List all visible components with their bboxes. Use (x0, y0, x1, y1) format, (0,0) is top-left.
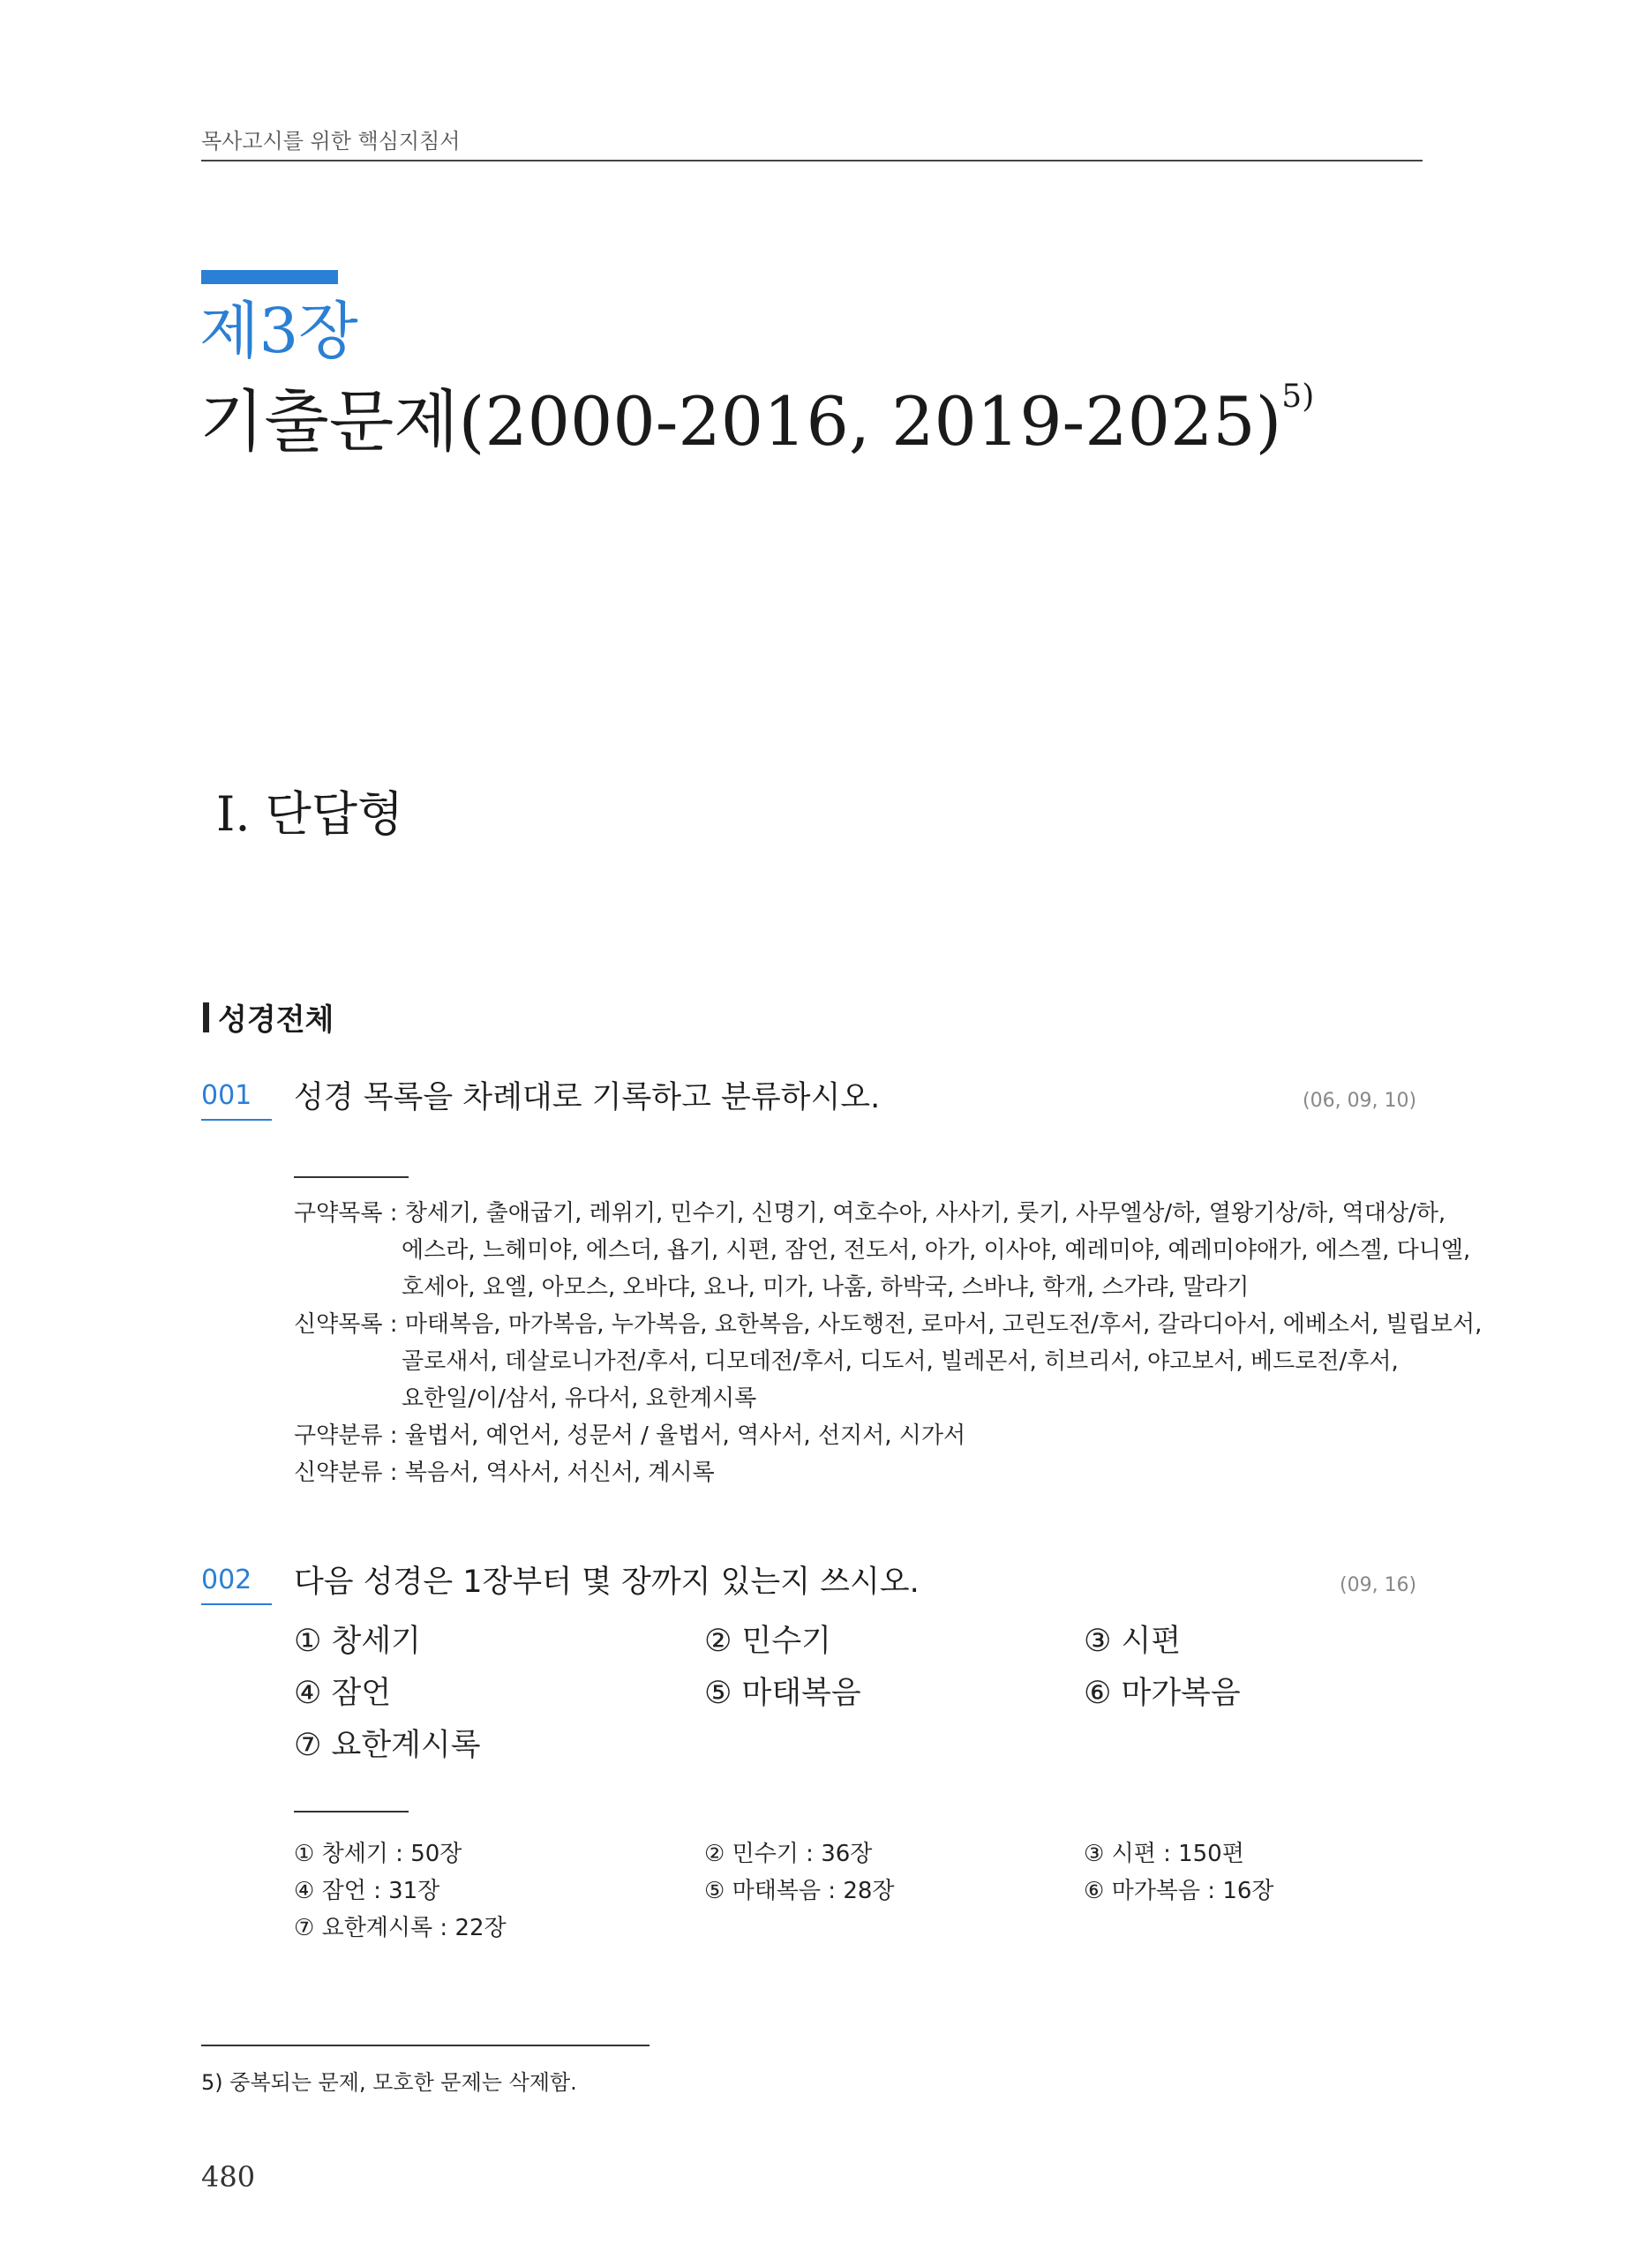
chapter-accent-bar (201, 270, 338, 284)
option-item: ⑦ 요한계시록 (294, 1728, 481, 1763)
option-item: ⑥ 마가복음 (1084, 1676, 1241, 1711)
option-item: ④ 잠언 (294, 1676, 392, 1711)
question-number: 001 (201, 1080, 252, 1111)
subsection-heading (203, 995, 334, 1039)
subsection-marker (203, 1002, 209, 1032)
chapter-footnote-mark: 5) (1281, 379, 1315, 415)
question-source: (09, 16) (1340, 1574, 1417, 1596)
question-number-underline (201, 1119, 272, 1121)
question-source: (06, 09, 10) (1303, 1090, 1417, 1112)
section-title (216, 786, 404, 842)
answer-line: 호세아, 요엘, 아모스, 오바댜, 요나, 미가, 나훔, 하박국, 스바냐, 학개, 스가랴, 말라기 (402, 1274, 1250, 1301)
answer-line: 에스라, 느헤미야, 에스더, 욥기, 시편, 잠언, 전도서, 아가, 이사야, 예레미야, 예레미야애가, 에스겔, 다니엘, (402, 1237, 1471, 1264)
chapter-title-text: 기출문제(2000-2016, 2019-2025) (199, 382, 1282, 461)
answer-divider (294, 1176, 409, 1178)
header-divider (201, 160, 1423, 161)
running-header: 목사고시를 위한 핵심지침서 (201, 129, 461, 154)
page-number: 480 (201, 2160, 256, 2194)
footnote-divider (201, 2045, 650, 2046)
answer-item: ④ 잠언 : 31장 (294, 1878, 440, 1904)
question-number-underline (201, 1603, 272, 1605)
option-item: ② 민수기 (704, 1624, 831, 1659)
chapter-title (199, 379, 1315, 461)
option-item: ③ 시편 (1084, 1624, 1182, 1659)
answer-item: ③ 시편 : 150편 (1084, 1841, 1244, 1867)
answer-item: ⑤ 마태복음 : 28장 (704, 1878, 895, 1904)
section-numeral: Ⅰ. (216, 786, 251, 842)
answer-divider (294, 1811, 409, 1812)
answer-line: 구약목록 : 창세기, 출애굽기, 레위기, 민수기, 신명기, 여호수아, 사사기, 룻기, 사무엘상/하, 열왕기상/하, 역대상/하, (294, 1200, 1446, 1227)
answer-item: ⑥ 마가복음 : 16장 (1084, 1878, 1274, 1904)
chapter-label: 제3장 (199, 295, 358, 367)
question-number: 002 (201, 1565, 252, 1595)
answer-line: 신약분류 : 복음서, 역사서, 서신서, 계시록 (294, 1460, 715, 1486)
answer-item: ① 창세기 : 50장 (294, 1841, 462, 1867)
answer-line: 신약목록 : 마태복음, 마가복음, 누가복음, 요한복음, 사도행전, 로마서, 고린도전/후서, 갈라디아서, 에베소서, 빌립보서, (294, 1311, 1483, 1338)
answer-item: ⑦ 요한계시록 : 22장 (294, 1915, 507, 1941)
option-item: ⑤ 마태복음 (704, 1676, 861, 1711)
answer-line: 요한일/이/삼서, 유다서, 요한계시록 (402, 1385, 757, 1412)
answer-item: ② 민수기 : 36장 (704, 1841, 873, 1867)
answer-block (294, 1195, 1482, 1491)
footnote: 5) 중복되는 문제, 모호한 문제는 삭제함. (201, 2070, 577, 2095)
section-title-text: 단답형 (265, 786, 404, 842)
question-text: 성경 목록을 차례대로 기록하고 분류하시오. (294, 1080, 881, 1115)
subsection-title: 성경전체 (218, 1002, 334, 1038)
answer-line: 구약분류 : 율법서, 예언서, 성문서 / 율법서, 역사서, 선지서, 시가서 (294, 1422, 966, 1449)
question-text: 다음 성경은 1장부터 몇 장까지 있는지 쓰시오. (294, 1565, 920, 1600)
answer-line: 골로새서, 데살로니가전/후서, 디모데전/후서, 디도서, 빌레몬서, 히브리서, 야고보서, 베드로전/후서, (402, 1348, 1399, 1375)
option-item: ① 창세기 (294, 1624, 421, 1659)
